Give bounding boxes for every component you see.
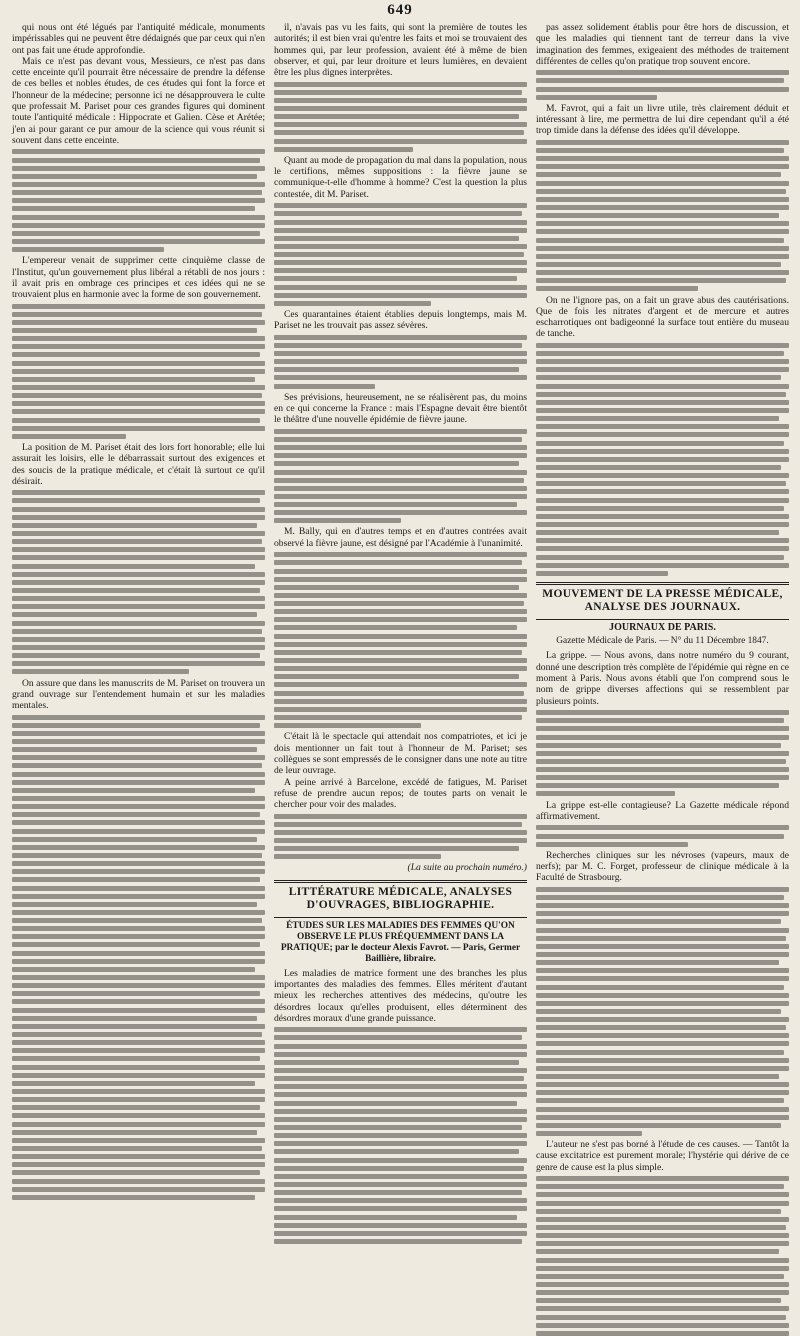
- paragraph: Les maladies de matrice forment une des branches les plus importantes des maladies des femmes. Elles méritent d'autant mieux les recherches attentives des médecins, qu'outre les désordres locaux qu'elles produisent, elles déterminent des désordres moraux d'une grande puissance.: [274, 967, 527, 1024]
- paragraph: M. Bally, qui en d'autres temps et en d'autres contrées avait observé la fièvre jaune, est désigné par l'Académie à l'unanimité.: [274, 526, 527, 549]
- paragraph: Quant au mode de propagation du mal dans la population, nous le certifions, mêmes suppositions : la fièvre jaune se communique-t-elle d'homme à homme? C'est la question la plus contestée, dit M. Pariset.: [274, 154, 527, 200]
- paragraph: pas assez solidement établis pour être hors de discussion, et que les maladies qui tiennent tant de terreur dans la vive imagination des femmes, exigeaient des méthodes de traitement différentes de celles qu'on pratique trop souvent encore.: [536, 22, 789, 67]
- paragraph: La position de M. Pariset était des lors fort honorable; elle lui assurait les loisirs, elle le débarrassait surtout des exigences et des soucis de la pratique médicale, et c'était là surtout ce qu'il désirait.: [12, 441, 265, 487]
- text-block: [536, 140, 789, 292]
- paragraph: C'était là le spectacle qui attendait nos compatriotes, et ici je dois mentionner un fait tout à l'honneur de M. Pariset; ses collègues se sont empressés de le consigner dans une note au titre de leur ouvrage.: [274, 731, 527, 777]
- section-divider: [536, 619, 789, 620]
- section-title: LITTÉRATURE MÉDICALE, ANALYSES D'OUVRAGES, BIBLIOGRAPHIE.: [288, 885, 513, 911]
- paragraph: M. Favrot, qui a fait un livre utile, très clairement déduit et intéressant à lire, me permettra de lui dire cependant qu'il a été trop timide dans la défense des idées qu'il développe.: [536, 102, 789, 137]
- text-block: [536, 825, 789, 846]
- text-block: [274, 814, 527, 860]
- subsection-title: JOURNAUX DE PARIS.: [609, 621, 716, 633]
- paragraph: La grippe. — Nous avons, dans notre numéro du 9 courant, donné une description très complète de l'épidémie qui règne en ce moment à Paris. Nous avons établi que l'on comprend sous le nom de grippe diverses affections qui se ressemblent par plusieurs points.: [536, 650, 789, 707]
- paragraph: On assure que dans les manuscrits de M. Pariset on trouvera un grand ouvrage sur l'entendement humain et sur les maladies mentales.: [12, 677, 265, 712]
- text-block: [12, 490, 265, 674]
- paragraph: Ses prévisions, heureusement, ne se réalisèrent pas, du moins en ce qui concerne la France : mais l'Espagne devait être bientôt le théâtre d'une nouvelle épidémie de fièvre jaune.: [274, 391, 527, 426]
- paragraph: On ne l'ignore pas, on a fait un grave abus des cautérisations. Que de fois les nitrates d'argent et de mercure et autres escharrotiques ont badigeonné la surface tout entière du museau de tanche.: [536, 294, 789, 340]
- text-block: [12, 715, 265, 1200]
- page-number: 649: [387, 2, 413, 18]
- section-divider: [274, 917, 527, 918]
- section-title: MOUVEMENT DE LA PRESSE MÉDICALE, ANALYSE DES JOURNAUX.: [542, 587, 783, 613]
- paragraph: A peine arrivé à Barcelone, excédé de fatigues, M. Pariset refuse de prendre aucun repos; de toutes parts on venait le chercher pour voir des malades.: [274, 776, 527, 811]
- text-block: [274, 203, 527, 306]
- paragraph: Mais ce n'est pas devant vous, Messieurs, ce n'est pas dans cette enceinte qu'il pourrait être nécessaire de prendre la défense de ces belles et nobles études, de ces études qui font la force et l'honneur de la médecine; personne ici ne désapprouvera le culte que professait M. Pariset pour ces grandes figures qui dominent toute l'antiquité médicale : Hippocrate et Galien. Cèse et Arétée; j'en ai pour garant ce pur amour de la science qui vous réunit si souvent dans cette enceinte.: [12, 55, 265, 146]
- text-block: [12, 304, 265, 439]
- paragraph: qui nous ont été légués par l'antiquité médicale, monuments impérissables qui ne peuvent être dédaignés que par ceux qui n'en ont pas fait une étude approfondie.: [12, 22, 265, 56]
- text-block: [274, 1027, 527, 1244]
- text-column-3: [536, 22, 789, 1173]
- section-divider: [536, 582, 789, 585]
- text-block: [536, 343, 789, 576]
- text-block: [274, 335, 527, 389]
- text-block: [536, 1176, 789, 1336]
- text-block: [12, 149, 265, 252]
- text-column-2: [274, 22, 527, 1150]
- journal-reference: Gazette Médicale de Paris. — N° du 11 Décembre 1847.: [556, 636, 769, 647]
- paragraph: il, n'avais pas vu les faits, qui sont la première de toutes les autorités; il est bien vrai qu'entre les faits et moi se trouvaient des hommes qui, par leur profession, avaient été à même de bien observer, et qui, par leur droiture et leurs lumières, en devaient être les plus dignes interprètes.: [274, 22, 527, 79]
- text-block: [274, 82, 527, 152]
- text-block: [536, 887, 789, 1136]
- paragraph: L'auteur ne s'est pas borné à l'étude de ces causes. — Tantôt la cause excitatrice est purement morale; l'hystérie qui dérive de ce genre de cause est la plus simple.: [536, 1139, 789, 1173]
- text-block: [274, 429, 527, 524]
- paragraph: Ces quarantaines étaient établies depuis longtemps, mais M. Pariset ne les trouvait pas assez sévères.: [274, 309, 527, 332]
- text-block: [536, 70, 789, 99]
- paragraph: La grippe est-elle contagieuse? La Gazette médicale répond affirmativement.: [536, 799, 789, 822]
- paragraph: L'empereur venait de supprimer cette cinquième classe de l'Institut, qu'un gouvernement plus libéral a rétabli de nos jours : il avait pris en ombrage ces principes et ces idées qui ne se trouvaient plus en harmonie avec la forme de son gouvernement.: [12, 255, 265, 301]
- to-be-continued-note: (La suite au prochain numéro.): [407, 862, 527, 874]
- article-title: ÉTUDES SUR LES MALADIES DES FEMMES QU'ON OBSERVE LE PLUS FRÉQUEMMENT DANS LA PRATIQUE; par le docteur Alexis Favrot. — Paris, Germer Baillière, libraire.: [280, 920, 521, 964]
- paragraph: Recherches cliniques sur les névroses (vapeurs, maux de nerfs); par M. C. Forget, professeur de clinique médicale à la Faculté de Strasbourg.: [536, 849, 789, 884]
- section-divider: [274, 880, 527, 883]
- text-block: [536, 710, 789, 796]
- text-column-1: [12, 22, 265, 1150]
- text-block: [274, 552, 527, 728]
